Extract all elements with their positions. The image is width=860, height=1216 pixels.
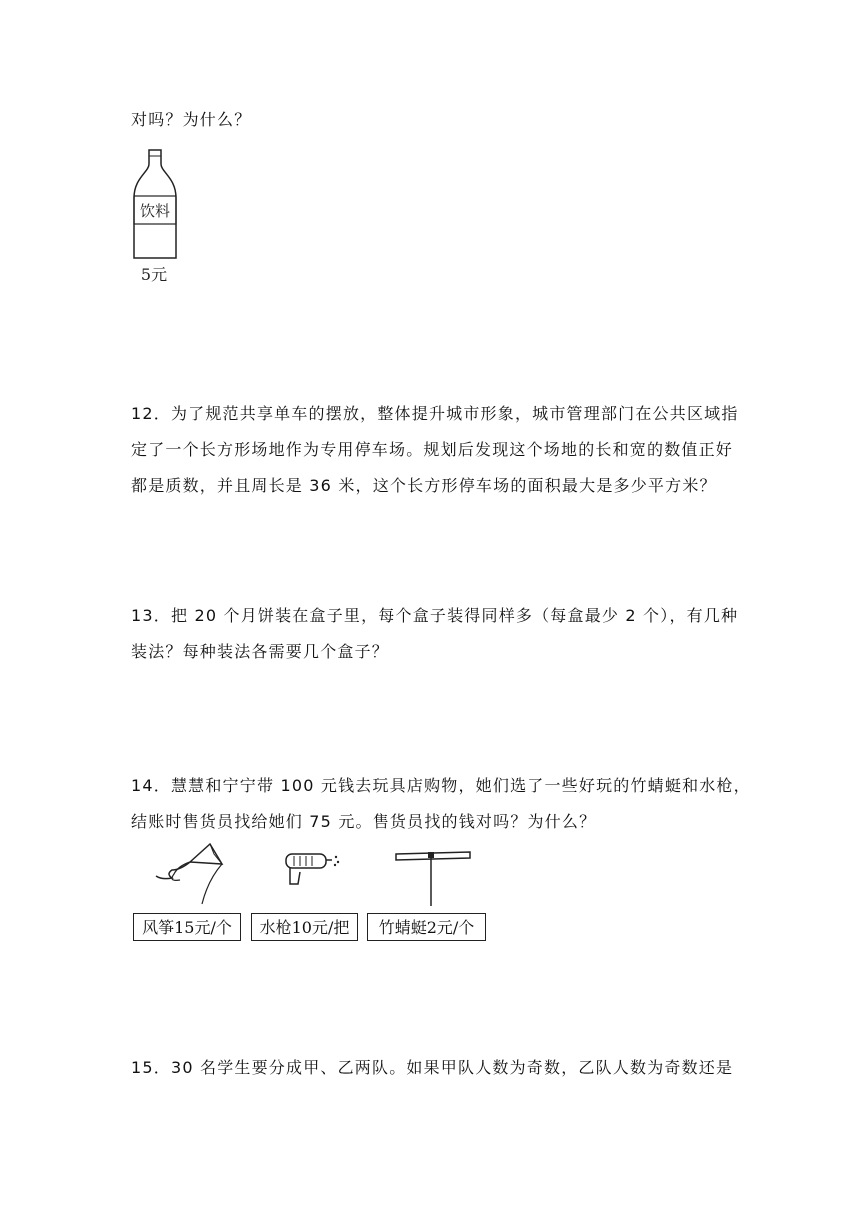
price-box-kite: 风筝15元/个 bbox=[133, 913, 241, 941]
q11-text-tail: 对吗？为什么？ bbox=[131, 110, 252, 129]
q12-line-1: 12．为了规范共享单车的摆放，整体提升城市形象，城市管理部门在公共区域指 bbox=[131, 404, 739, 423]
q14-line-1: 14．慧慧和宁宁带 100 元钱去玩具店购物，她们选了一些好玩的竹蜻蜓和水枪， bbox=[131, 776, 751, 795]
q12-line-2: 定了一个长方形场地作为专用停车场。规划后发现这个场地的长和宽的数值正好 bbox=[131, 440, 734, 459]
q15-line-1: 15．30 名学生要分成甲、乙两队。如果甲队人数为奇数，乙队人数为奇数还是 bbox=[131, 1058, 734, 1077]
bottle-price: 5元 bbox=[140, 265, 168, 284]
q14-line-2: 结账时售货员找给她们 75 元。售货员找的钱对吗？为什么？ bbox=[131, 812, 597, 831]
price-box-water-gun: 水枪10元/把 bbox=[251, 913, 358, 941]
bottle-label: 饮料 bbox=[139, 202, 171, 220]
q13-line-2: 装法？每种装法各需要几个盒子？ bbox=[131, 642, 390, 661]
water-gun-icon bbox=[278, 848, 348, 898]
price-box-bamboo-dragonfly: 竹蜻蜓2元/个 bbox=[367, 913, 486, 941]
q12-line-3: 都是质数，并且周长是 36 米，这个长方形停车场的面积最大是多少平方米？ bbox=[131, 476, 717, 495]
q13-line-1: 13．把 20 个月饼装在盒子里，每个盒子装得同样多（每盒最少 2 个），有几种 bbox=[131, 606, 739, 625]
bamboo-dragonfly-icon bbox=[394, 846, 474, 908]
kite-icon bbox=[150, 840, 236, 906]
bottle-illustration bbox=[128, 146, 184, 286]
